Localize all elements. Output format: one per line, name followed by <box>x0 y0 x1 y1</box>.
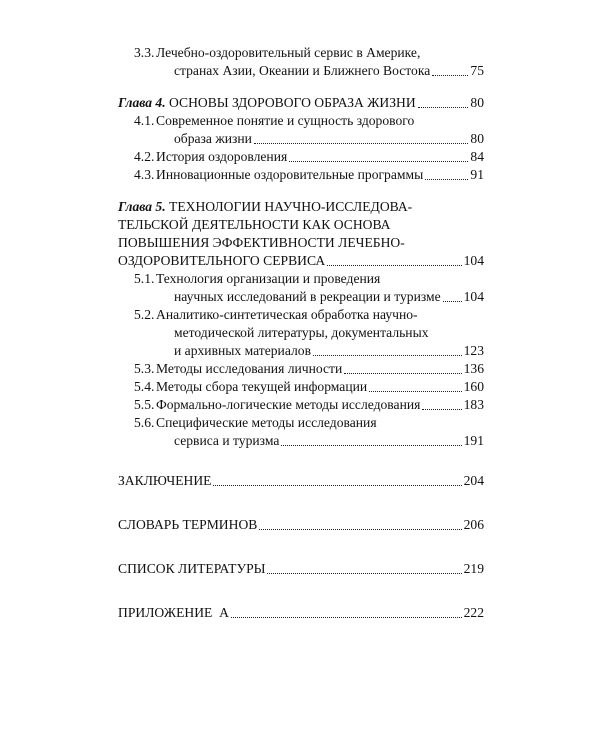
toc-section-5-2[interactable] <box>118 306 484 360</box>
page-number: 222 <box>463 605 484 620</box>
chapter-title: ОСНОВЫ ЗДОРОВОГО ОБРАЗА ЖИЗНИ <box>169 95 416 110</box>
section-title: Формально-логические методы исследования <box>156 397 421 412</box>
page-number: 136 <box>463 361 484 376</box>
section-number: 5.6. <box>134 415 155 430</box>
toc-glossary[interactable] <box>118 516 484 534</box>
dot-leader <box>327 265 461 266</box>
section-number: 5.5. <box>134 397 155 412</box>
page-number: 160 <box>463 379 484 394</box>
dot-leader <box>259 529 461 530</box>
page-number: 104 <box>463 289 484 304</box>
dot-leader <box>422 409 461 410</box>
toc-section-4-2[interactable] <box>118 148 484 166</box>
dot-leader <box>281 445 461 446</box>
dot-leader <box>418 107 469 108</box>
chapter-title-line1: ТЕХНОЛОГИИ НАУЧНО-ИССЛЕДОВА- <box>169 199 413 214</box>
section-number: 5.4. <box>134 379 155 394</box>
section-title-line3: и архивных материалов <box>174 343 311 358</box>
dot-leader <box>443 301 462 302</box>
chapter-title-line2: ТЕЛЬСКОЙ ДЕЯТЕЛЬНОСТИ КАК ОСНОВА <box>118 217 391 232</box>
toc-appendix[interactable] <box>118 604 484 622</box>
section-number: 4.2. <box>134 149 155 164</box>
section-number: 4.1. <box>134 113 155 128</box>
page-number: 104 <box>463 253 484 268</box>
section-number: 5.3. <box>134 361 155 376</box>
section-number: 3.3. <box>134 45 155 60</box>
page-number: 80 <box>470 131 484 146</box>
dot-leader <box>313 355 462 356</box>
dot-leader <box>425 179 468 180</box>
dot-leader <box>213 485 461 486</box>
section-title-line1: Аналитико-синтетическая обработка научно- <box>156 307 418 322</box>
section-number: 5.2. <box>134 307 155 322</box>
toc-section-4-1[interactable] <box>118 112 484 148</box>
entry-title: СЛОВАРЬ ТЕРМИНОВ <box>118 517 258 532</box>
toc-references[interactable] <box>118 560 484 578</box>
table-of-contents <box>118 44 484 622</box>
page-number: 80 <box>470 95 484 110</box>
section-title-line1: Специфические методы исследования <box>156 415 377 430</box>
toc-chapter-5[interactable] <box>118 198 484 270</box>
toc-chapter-4[interactable] <box>118 94 484 112</box>
chapter-label: Глава 4. <box>118 95 166 110</box>
dot-leader <box>289 161 468 162</box>
dot-leader <box>254 143 468 144</box>
chapter-title-line4: ОЗДОРОВИТЕЛЬНОГО СЕРВИСА <box>118 253 326 268</box>
section-title-line1: Современное понятие и сущность здорового <box>156 113 415 128</box>
entry-title: ПРИЛОЖЕНИЕ А <box>118 605 229 620</box>
page-number: 183 <box>463 397 484 412</box>
entry-title: ЗАКЛЮЧЕНИЕ <box>118 473 212 488</box>
section-title-line1: Технология организации и проведения <box>156 271 381 286</box>
toc-section-5-3[interactable] <box>118 360 484 378</box>
section-number: 4.3. <box>134 167 155 182</box>
toc-section-4-3[interactable] <box>118 166 484 184</box>
toc-section-5-6[interactable] <box>118 414 484 450</box>
section-title: Инновационные оздоровительные программы <box>156 167 424 182</box>
page-number: 191 <box>463 433 484 448</box>
page-number: 219 <box>463 561 484 576</box>
dot-leader <box>344 373 461 374</box>
dot-leader <box>267 573 461 574</box>
toc-section-5-4[interactable] <box>118 378 484 396</box>
section-title-line1: Лечебно-оздоровительный сервис в Америке, <box>156 45 421 60</box>
page-number: 84 <box>470 149 484 164</box>
page-number: 75 <box>470 63 484 78</box>
section-title: Методы сбора текущей информации <box>156 379 368 394</box>
section-title-line2: сервиса и туризма <box>174 433 280 448</box>
page-number: 91 <box>470 167 484 182</box>
section-title-line2: методической литературы, документальных <box>174 325 429 340</box>
section-title-line2: научных исследований в рекреации и туризме <box>174 289 441 304</box>
dot-leader <box>231 617 462 618</box>
entry-title: СПИСОК ЛИТЕРАТУРЫ <box>118 561 266 576</box>
chapter-title-line3: ПОВЫШЕНИЯ ЭФФЕКТИВНОСТИ ЛЕЧЕБНО- <box>118 235 405 250</box>
toc-conclusion[interactable] <box>118 472 484 490</box>
page-number: 204 <box>463 473 484 488</box>
chapter-label: Глава 5. <box>118 199 166 214</box>
page-number: 206 <box>463 517 484 532</box>
section-title: Методы исследования личности <box>156 361 343 376</box>
toc-section-3-3[interactable] <box>118 44 484 80</box>
page-number: 123 <box>463 343 484 358</box>
section-title: История оздоровления <box>156 149 288 164</box>
toc-section-5-1[interactable] <box>118 270 484 306</box>
section-title-line2: образа жизни <box>174 131 252 146</box>
toc-section-5-5[interactable] <box>118 396 484 414</box>
dot-leader <box>369 391 461 392</box>
section-title-line2: странах Азии, Океании и Ближнего Востока <box>174 63 431 78</box>
dot-leader <box>432 75 468 76</box>
section-number: 5.1. <box>134 271 155 286</box>
